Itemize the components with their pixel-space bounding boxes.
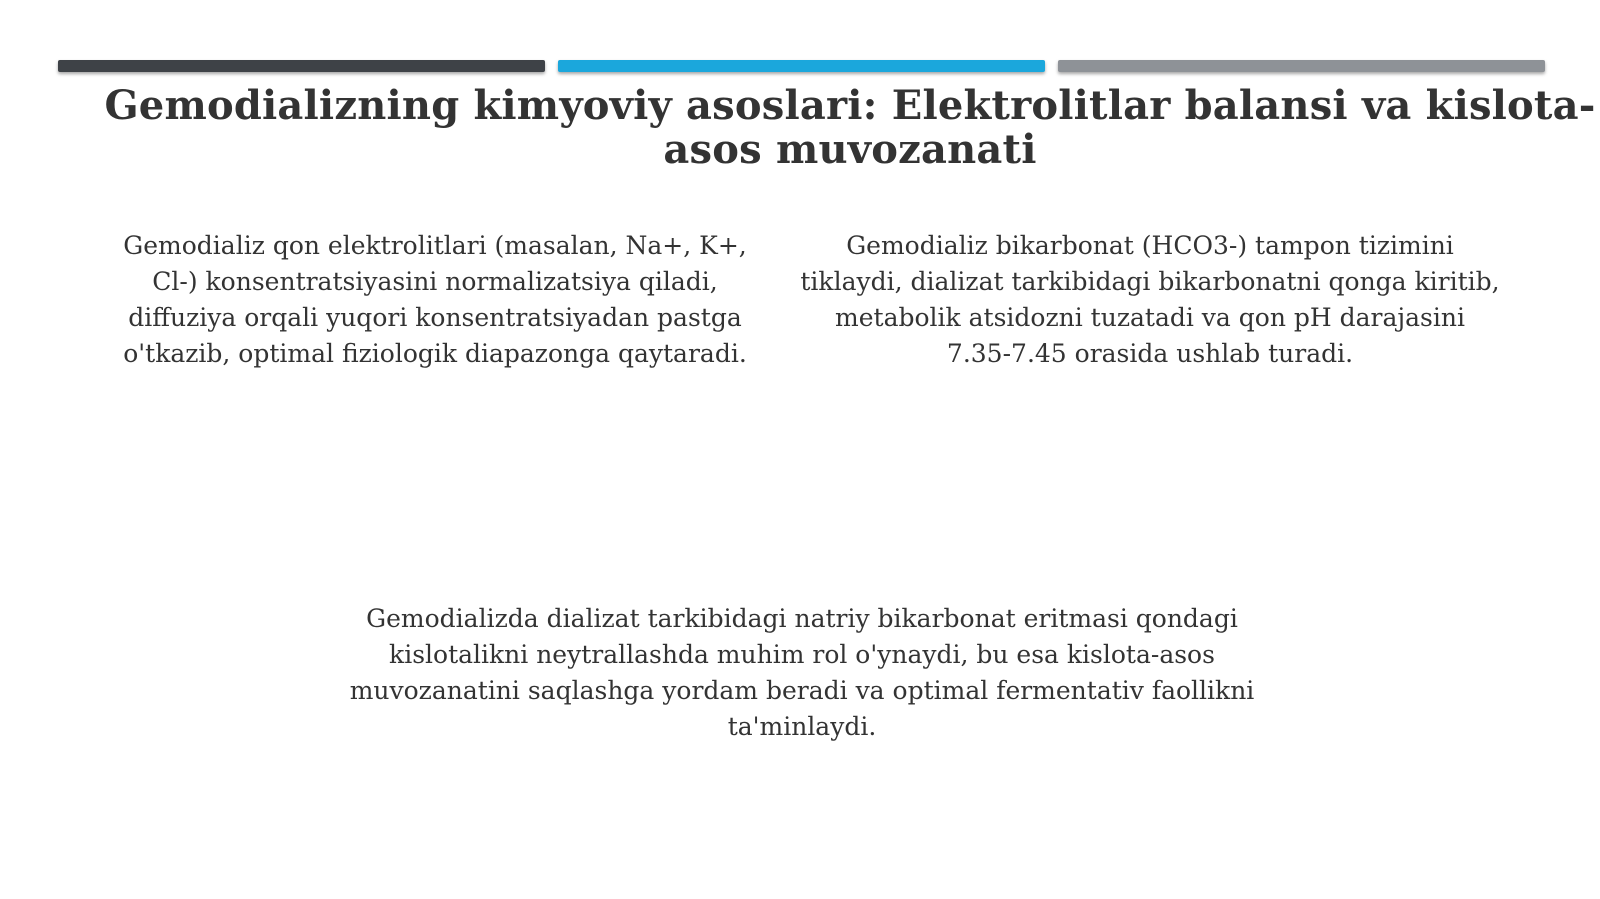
paragraph-sodium-bicarbonate: Gemodializda dializat tarkibidagi natriy bikarbonat eritmasi qondagi kislotalikni neytrallashda muhim rol o'ynaydi, bu esa kislota-asos muvozanatini saqlashga yordam beradi va optimal fermentativ faollikni ta'minlaydi. — [349, 604, 1255, 741]
accent-bar-dark — [58, 60, 545, 72]
accent-bar-gray — [1058, 60, 1545, 72]
accent-bar-blue — [558, 60, 1045, 72]
paragraph-bicarbonate: Gemodializ bikarbonat (HCO3-) tampon tizimini tiklaydi, dializat tarkibidagi bikarbonatni qonga kiritib, metabolik atsidozni tuzatadi va qon pH darajasini 7.35-7.45 orasida ushlab turadi. — [800, 231, 1500, 368]
paragraph-electrolytes: Gemodializ qon elektrolitlari (masalan, Na+, K+, Cl-) konsentratsiyasini normalizatsiya qiladi, diffuziya orqali yuqori konsentratsiyadan pastga o'tkazib, optimal fiziologik diapazonga qaytaradi. — [123, 231, 747, 368]
slide-title: Gemodializning kimyoviy asoslari: Elektrolitlar balansi va kislota-asos muvozanati — [104, 82, 1596, 173]
